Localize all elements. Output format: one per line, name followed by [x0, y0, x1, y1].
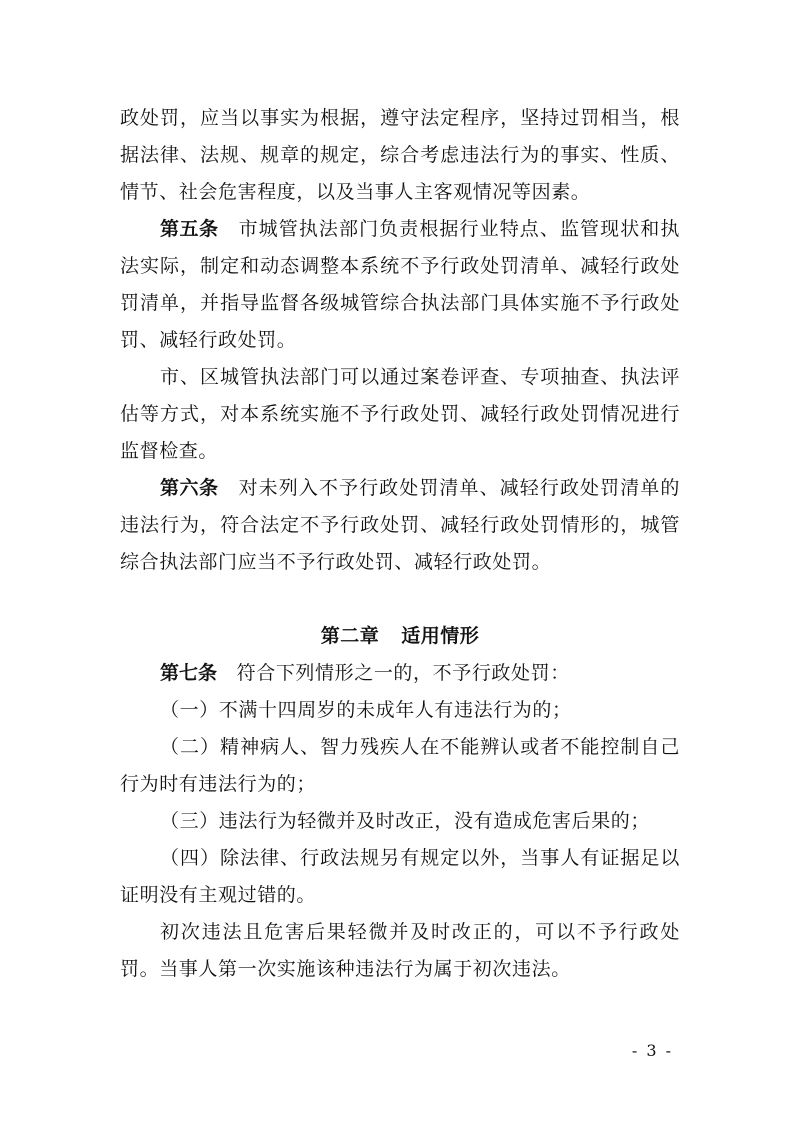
paragraph-text: 符合下列情形之一的，不予行政处罚： [236, 662, 570, 684]
paragraph-text: （一）不满十四周岁的未成年人有违法行为的； [160, 699, 572, 721]
article-label: 第五条 [160, 218, 219, 240]
paragraph-text: （二）精神病人、智力残疾人在不能辨认或者不能控制自己行为时有违法行为的； [120, 736, 680, 795]
article-label: 第六条 [160, 477, 219, 499]
paragraph-text: 政处罚，应当以事实为根据，遵守法定程序，坚持过罚相当，根据法律、法规、规章的规定，综合考虑违法行为的事实、性质、情节、社会危害程度，以及当事人主客观情况等因素。 [120, 107, 680, 203]
paragraph [120, 211, 680, 359]
paragraph [120, 803, 680, 840]
chapter-number: 第二章 [320, 625, 380, 647]
page-number: - 3 - [631, 1041, 673, 1060]
top-paragraphs [120, 100, 680, 581]
chapter-title: 适用情形 [401, 625, 480, 647]
paragraph [120, 359, 680, 470]
document-body [120, 100, 680, 988]
paragraph [120, 692, 680, 729]
paragraph [120, 840, 680, 914]
paragraph [120, 729, 680, 803]
paragraph [120, 470, 680, 581]
paragraph-text: 市、区城管执法部门可以通过案卷评查、专项抽查、执法评估等方式，对本系统实施不予行政处罚、减轻行政处罚情况进行监督检查。 [120, 366, 680, 462]
bottom-paragraphs [120, 655, 680, 988]
paragraph [120, 914, 680, 988]
chapter-heading [120, 618, 680, 655]
paragraph-text: 市城管执法部门负责根据行业特点、监管现状和执法实际，制定和动态调整本系统不予行政处罚清单、减轻行政处罚清单，并指导监督各级城管综合执法部门具体实施不予行政处罚、减轻行政处罚。 [120, 218, 680, 351]
article-label: 第七条 [160, 662, 218, 684]
paragraph [120, 655, 680, 692]
paragraph-text: （三）违法行为轻微并及时改正，没有造成危害后果的； [160, 810, 651, 832]
section-spacer [120, 581, 680, 618]
paragraph [120, 100, 680, 211]
paragraph-text: 对未列入不予行政处罚清单、减轻行政处罚清单的违法行为，符合法定不予行政处罚、减轻行政处罚情形的，城管综合执法部门应当不予行政处罚、减轻行政处罚。 [120, 477, 680, 573]
paragraph-text: 初次违法且危害后果轻微并及时改正的，可以不予行政处罚。当事人第一次实施该种违法行为属于初次违法。 [120, 921, 680, 980]
paragraph-text: （四）除法律、行政法规另有规定以外，当事人有证据足以证明没有主观过错的。 [120, 847, 680, 906]
